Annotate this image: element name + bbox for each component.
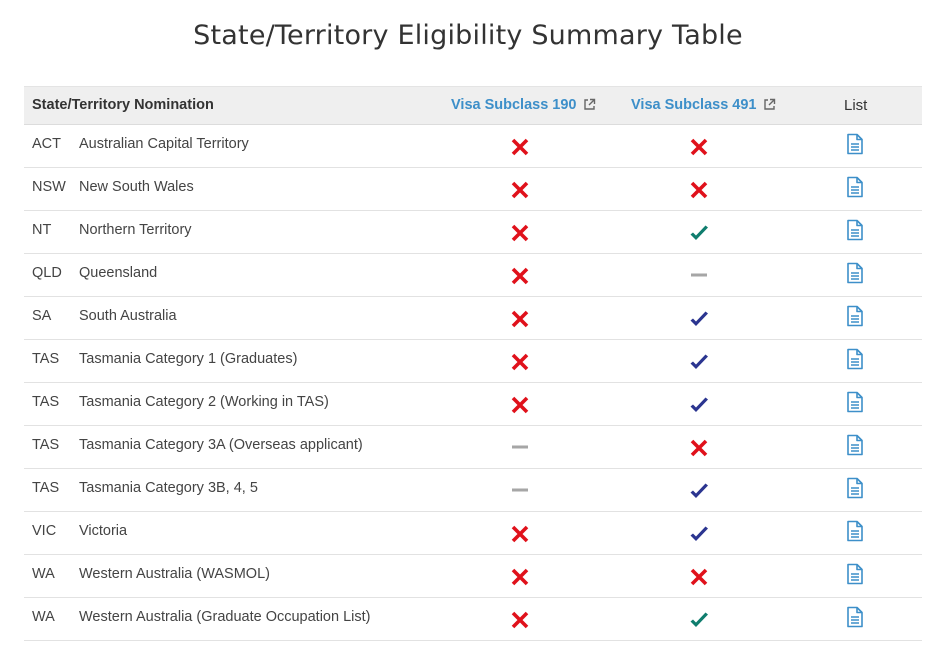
state-name: Queensland <box>79 265 158 281</box>
state-abbreviation: WA <box>32 609 55 625</box>
visa-190-cross-icon <box>509 351 531 373</box>
visa-190-cross-icon <box>509 308 531 330</box>
state-name: New South Wales <box>79 179 194 195</box>
visa-190-cross-icon <box>509 609 531 631</box>
visa-491-check-icon <box>688 480 710 502</box>
visa-190-cross-icon <box>509 394 531 416</box>
occupation-list-document-icon[interactable] <box>845 176 865 198</box>
occupation-list-document-icon[interactable] <box>845 348 865 370</box>
table-header <box>24 86 922 125</box>
occupation-list-document-icon[interactable] <box>845 477 865 499</box>
visa-491-cross-icon <box>688 566 710 588</box>
header-visa-190-link[interactable] <box>451 87 596 124</box>
visa-491-label: Visa Subclass 491 <box>631 97 757 113</box>
table-body <box>24 125 922 641</box>
state-name: Western Australia (WASMOL) <box>79 566 270 582</box>
occupation-list-document-icon[interactable] <box>845 262 865 284</box>
state-name: Tasmania Category 1 (Graduates) <box>79 351 298 367</box>
occupation-list-document-icon[interactable] <box>845 305 865 327</box>
visa-190-cross-icon <box>509 136 531 158</box>
occupation-list-document-icon[interactable] <box>845 133 865 155</box>
occupation-list-document-icon[interactable] <box>845 391 865 413</box>
visa-491-check-icon <box>688 609 710 631</box>
visa-190-label: Visa Subclass 190 <box>451 97 577 113</box>
visa-190-cross-icon <box>509 566 531 588</box>
state-name: Northern Territory <box>79 222 192 238</box>
external-link-icon <box>583 98 596 111</box>
state-name: Victoria <box>79 523 128 539</box>
visa-190-dash-icon <box>509 480 531 502</box>
table-row <box>24 211 922 254</box>
external-link-icon <box>763 98 776 111</box>
visa-491-check-icon <box>688 308 710 330</box>
visa-190-cross-icon <box>509 265 531 287</box>
visa-491-check-icon <box>688 222 710 244</box>
state-abbreviation: NT <box>32 222 52 238</box>
visa-190-cross-icon <box>509 523 531 545</box>
state-name: Australian Capital Territory <box>79 136 249 152</box>
state-abbreviation: NSW <box>32 179 66 195</box>
header-visa-491-link[interactable] <box>631 87 776 124</box>
state-abbreviation: WA <box>32 566 55 582</box>
eligibility-table <box>24 86 922 641</box>
visa-491-cross-icon <box>688 136 710 158</box>
occupation-list-document-icon[interactable] <box>845 434 865 456</box>
state-name: Tasmania Category 2 (Working in TAS) <box>79 394 329 410</box>
visa-491-check-icon <box>688 351 710 373</box>
table-row <box>24 383 922 426</box>
state-name: Tasmania Category 3B, 4, 5 <box>79 480 258 496</box>
state-abbreviation: TAS <box>32 351 60 367</box>
visa-190-dash-icon <box>509 437 531 459</box>
table-row <box>24 297 922 340</box>
visa-491-check-icon <box>688 523 710 545</box>
state-abbreviation: SA <box>32 308 52 324</box>
table-row <box>24 254 922 297</box>
occupation-list-document-icon[interactable] <box>845 563 865 585</box>
visa-491-cross-icon <box>688 437 710 459</box>
table-row <box>24 125 922 168</box>
state-abbreviation: TAS <box>32 480 60 496</box>
state-abbreviation: VIC <box>32 523 57 539</box>
header-list: List <box>844 97 868 114</box>
table-row <box>24 426 922 469</box>
state-abbreviation: QLD <box>32 265 62 281</box>
visa-491-check-icon <box>688 394 710 416</box>
table-row <box>24 598 922 641</box>
state-name: Western Australia (Graduate Occupation List) <box>79 609 371 625</box>
visa-190-cross-icon <box>509 222 531 244</box>
state-abbreviation: TAS <box>32 437 60 453</box>
header-state-nomination: State/Territory Nomination <box>32 97 214 113</box>
table-row <box>24 555 922 598</box>
visa-491-dash-icon <box>688 265 710 287</box>
table-row <box>24 168 922 211</box>
state-abbreviation: ACT <box>32 136 61 152</box>
occupation-list-document-icon[interactable] <box>845 606 865 628</box>
table-row <box>24 469 922 512</box>
page-title: State/Territory Eligibility Summary Table <box>193 20 743 51</box>
visa-491-cross-icon <box>688 179 710 201</box>
table-row <box>24 340 922 383</box>
occupation-list-document-icon[interactable] <box>845 219 865 241</box>
state-name: Tasmania Category 3A (Overseas applicant) <box>79 437 363 453</box>
visa-190-cross-icon <box>509 179 531 201</box>
occupation-list-document-icon[interactable] <box>845 520 865 542</box>
state-name: South Australia <box>79 308 177 324</box>
table-row <box>24 512 922 555</box>
state-abbreviation: TAS <box>32 394 60 410</box>
